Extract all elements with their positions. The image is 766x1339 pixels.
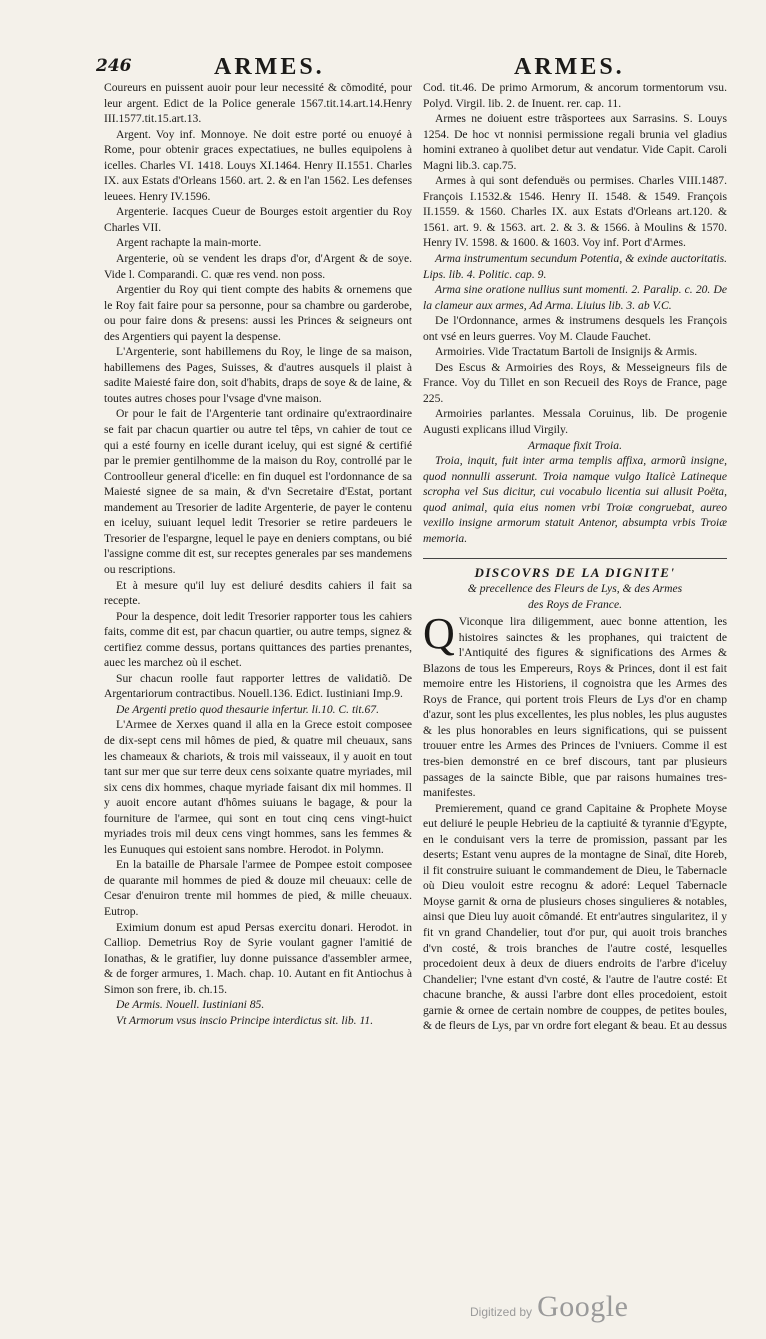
paragraph: L'Argenterie, sont habillemens du Roy, le linge de sa maison, habillemens des Pages, Suisses, & d'autres ausquels il plaist à sadite Maiesté faire don, soit d'habits, draps de soye & de laine, & toutes autres choses pour l'vsage d'vne maison. (104, 345, 412, 405)
paragraph: Pour la despence, doit ledit Tresorier rapporter tous les cahiers faits, comme dit est, par chacun quartier, ou autre temps, signez & certifiez comme dessus, portans quittances des parties prenantes, auec les marchez où il eschet. (104, 609, 412, 670)
paragraph: Armoiries. Vide Tractatum Bartoli de Insignijs & Armis. (435, 345, 698, 359)
paragraph: Troia, inquit, fuit inter arma templis affixa, armorũ insigne, quod nonnulli asserunt. Troia namque vulgo Italicè Latineque scropha vel Sus dicitur, cui vocabulo licentia sui allusit Poëta, quod animal, quia eius nomen vrbi Troiæ congruebat, aureo vexillo insigne armorum statuit Antenor, absumpta vrbis Troiæ memoria. (423, 454, 727, 545)
running-head-left: ARMES. (214, 54, 325, 80)
section-heading-line-1: DISCOVRS DE LA DIGNITE' (474, 565, 676, 581)
section-heading-line-2: & precellence des Fleurs de Lys, & des Armes (467, 581, 683, 595)
paragraph: Premierement, quand ce grand Capitaine & Prophete Moyse eut deliuré le peuple Hebrieu de la captiuité & tyrannie d'Egypte, en le conduisant vers la terre de promission, passant par les deserts; Estant venu aupres de la montagne de Sinaï, dite Horeb, il fit construire suiuant le commandement de Dieu, le Tabernacle où Dieu vouloit estre recognu & adoré: Lequel Tabernacle Moyse garnit & orna de plusieurs choses singulieres & notables, ainsi que Dieu luy auoit cômandé. Et entr'autres singularitez, il y fit vn grand Chandelier, tout d'or pur, qui auoit trois branches d'vn costé, & trois branches de l'autre costé, lesquelles procedoient deux à deux de diuers endroits de l'arbre d'iceluy Chandelier; l'vne estant d'vn costé, & l'autre de l'autre costé: Et chacune branche, & aussi l'arbre dont elles procedoient, estoit garnie & ornee de certain nombre de couppes, de petites boules, & de fleurs de Lys, par vn ordre fort elegant & beau. Et au dessus (423, 801, 727, 1033)
paragraph: Armes à qui sont defenduës ou permises. Charles VIII.1487. François I.1532.& 1546. Henry II. 1548. & 1549. François II.1559. & 1560. Charles IX. aux Estats d'Orleans art.120. & 1561. art. 9. & 1563. art. 2. & 3. & 1566. à Moulins & 1570. Henry IV. 1598. & 1600. & 1603. Voy inf. Port d'Armes. (423, 174, 727, 250)
drop-cap: Q (423, 609, 455, 659)
paragraph: De Argenti pretio quod thesaurie infertur. li.10. C. tit.67. (116, 702, 379, 716)
paragraph: Arma sine oratione nullius sunt momenti. 2. Paralip. c. 20. De la clameur aux armes, Ad Arma. Liuius lib. 3. ab V.C. (423, 283, 727, 312)
paragraph: Argenterie, où se vendent les draps d'or, d'Argent & de soye. Vide l. Comparandi. C. quæ res vend. non poss. (104, 252, 412, 281)
page-number: 246 (96, 56, 132, 76)
paragraph: De Armis. Nouell. Iustiniani 85. (116, 998, 265, 1012)
paragraph: Vt Armorum vsus inscio Principe interdictus sit. lib. 11. (116, 1013, 374, 1027)
running-head-right: ARMES. (514, 54, 625, 80)
paragraph: Des Escus & Armoiries des Roys, & Messeigneurs fils de France. Voy du Tillet en son Recueil des Roys de France, page 225. (423, 360, 727, 405)
watermark-logo-text: Google (537, 1290, 629, 1323)
paragraph (423, 609, 727, 801)
paragraph: Coureurs en puissent auoir pour leur necessité & cõmodité, pour leur argent. Edict de la Police generale 1567.tit.14.art.14.Henry III.1577.tit.15.art.13. (104, 81, 412, 126)
paragraph: Eximium donum est apud Persas exercitu donari. Herodot. in Calliop. Demetrius Roy de Syrie voulant gagner l'amitié de Ionathas, & le gratifier, luy donne puissance d'assembler armee, & de forger armures, 1. Mach. chap. 10. Autant en fit Antiochus à Simon son frere, ib. ch.15. (104, 920, 412, 996)
paragraph: Argent rachapte la main-morte. (116, 236, 262, 250)
google-watermark (470, 1290, 628, 1324)
paragraph: L'Armee de Xerxes quand il alla en la Grece estoit composee de dix-sept cens mil hômes de pied, & quatre mil cheuaux, sans les chameaux & chariots, & trois mil vaisseaux, il y auoit en tout tant sur mer que sur terre deux cens soixante quatre myriades, mil six cens dix hommes, chaque myriade faisant dix mil hommes. Il y auoit encore autant d'hômes suiuans le bagage, & pour la fourniture de l'armee, qui sont en tout cinq cens vingt-huict myriades trois mil deux cens vingt hommes, sans les femmes & les Eunuques qui estoient sans nombre. Herodot. in Polymn. (104, 718, 412, 856)
paragraph: Et à mesure qu'il luy est deliuré desdits cahiers il fait sa recepte. (104, 578, 412, 608)
paragraph: Armoiries parlantes. Messala Coruinus, lib. De progenie Augusti explicans illud Virgily. (423, 407, 727, 437)
paragraph: En la bataille de Pharsale l'armee de Pompee estoit composee de quarante mil hommes de pied & douze mil cheuaux: celle de Cesar d'enuiron trente mil hommes de pied, & mille cheuaux. Eutrop. (104, 858, 412, 918)
watermark-small-text: Digitized by (470, 1305, 533, 1319)
paragraph: Arma instrumentum secundum Potentia, & exinde auctoritatis. Lips. lib. 4. Politic. cap. 9. (423, 252, 727, 281)
verse-line: Armaque fixit Troia. (528, 438, 622, 452)
paragraph: Or pour le fait de l'Argenterie tant ordinaire qu'extraordinaire se fait par chacun quartier ou autre tel têps, vn cahier de tout ce qui a esté fourny en icelle durant iceluy, qui est signé & certifié par le premier gentilhomme de la maison du Roy, controllé par le Controolleur general d'icelle: en fin duquel est l'ordonnance de sa Maiesté signee de sa main, & d'vn Secretaire d'Estat, portant mandement au Tresorier de ladite Argenterie, de payer le contenu en iceluy, suiuant lequel ledit Tresorier se retire pardeuers le Tresorier de l'espargne, lequel le paye en deniers comptans, ou bié l'assigne comme dit est, sur receptes generales par ses mandemens ou rescriptions. (104, 407, 412, 576)
paragraph-text: Viconque lira diligemment, auec bonne attention, les histoires sainctes & les prophanes, qui traictent de l'Antiquité des figures & significations des Armes & Blazons de tous les Empereurs, Roys & Princes, dont il est fait memoire entre les Historiens, il cognoistra que les Armes des Roys de France, qui portent trois Fleurs de Lys d'or en champ d'azur, sont les plus excellentes, les plus nobles, les plus augustes & les plus honorables en leurs significations, qui se puissent trouuer entre les Armes des Princes de l'vniuers. Comme il est tres-bien demonstré en ce bref discours, tant par plusieurs passages de la saincte Bible, que par raisons humaines tres-manifestes. (423, 615, 727, 800)
left-column (104, 80, 412, 1028)
paragraph: Argenterie. Iacques Cueur de Bourges estoit argentier du Roy Charles VII. (104, 205, 412, 234)
paragraph: Sur chacun roolle faut rapporter lettres de validatiõ. De Argentariorum contractibus. Nouell.136. Edict. Iustiniani Imp.9. (104, 671, 412, 701)
paragraph: Argentier du Roy qui tient compte des habits & ornemens que le Roy fait faire pour sa personne, pour sa chambre ou garderobe, ou pour faire dons & presens: aussi les Princes & seigneurs ont des Argentiers qui payent la despense. (104, 283, 412, 343)
paragraph: Armes ne doiuent estre trãsportees aux Sarrasins. S. Louys 1254. De hoc vt nonnisi permissione regali brunia vel gladius homini extraneo à quolibet detur aut vendatur. Vide Capit. Caroli Magni lib.3. cap.75. (423, 112, 727, 172)
paragraph: Cod. tit.46. De primo Armorum, & ancorum tormentorum vsu. Polyd. Virgil. lib. 2. de Inuent. rer. cap. 11. (423, 81, 727, 110)
paragraph: Argent. Voy inf. Monnoye. Ne doit estre porté ou enuoyé à Rome, pour obtenir graces expectatiues, ne bulles equipolens à icelles. Charles VI. 1418. Louys XI.1464. Henry II.1551. Charles IX. aux Estats d'Orleans 1560. art. 2. & en l'an 1562. Les defenses leuees. Henry IV.1596. (104, 127, 412, 203)
section-heading-line-3: des Roys de France. (527, 597, 622, 611)
paragraph: De l'Ordonnance, armes & instrumens desquels les François ont vsé en leurs guerres. Voy M. Claude Fauchet. (423, 314, 727, 343)
right-column (423, 80, 727, 1034)
section-heading (423, 558, 727, 612)
